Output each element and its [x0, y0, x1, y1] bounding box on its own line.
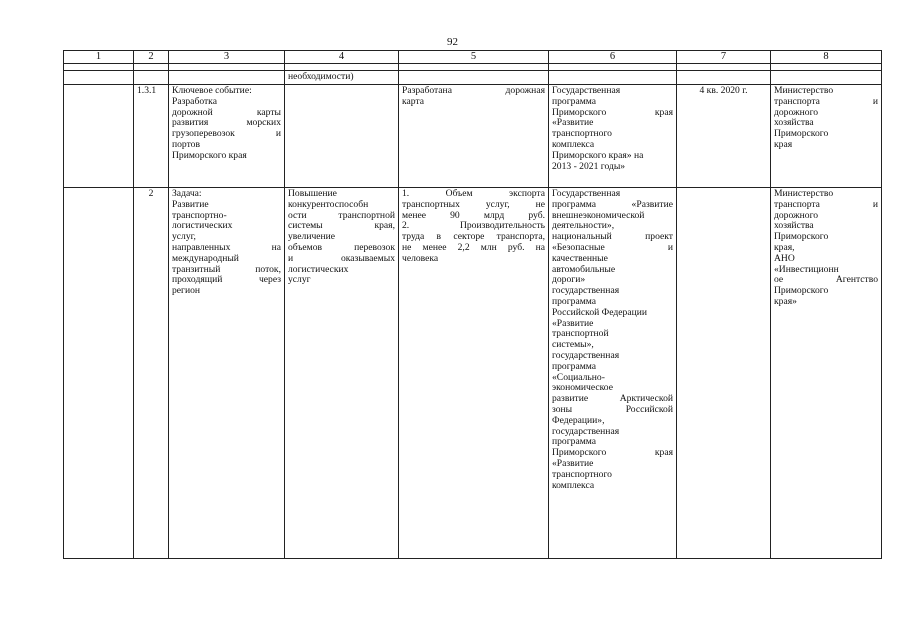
- table-row: [64, 85, 882, 188]
- event-cell: Ключевое событие: Разработка дорожной карты развития морских грузоперевозок и портов Приморского края: [169, 85, 285, 188]
- column-header: 3: [169, 51, 285, 64]
- column-header: 4: [285, 51, 399, 64]
- responsible-cell: Министерство транспорта и дорожного хозяйства Приморского края, АНО «Инвестиционн ое Агентство Приморского края»: [771, 188, 882, 559]
- deadline-cell: [677, 188, 771, 559]
- goal-cell: Повышение конкурентоспособн ости транспортной системы края, увеличение объемов перевозок и оказываемых логистических услуг: [285, 188, 399, 559]
- table-header-row: [64, 51, 882, 64]
- spacer-row: [64, 64, 882, 71]
- row-number: 2: [134, 188, 169, 559]
- goal-cell: [285, 85, 399, 188]
- column-header: 1: [64, 51, 134, 64]
- result-cell: Разработана дорожная карта: [399, 85, 549, 188]
- column-header: 2: [134, 51, 169, 64]
- continuation-text: необходимости): [285, 71, 399, 85]
- plan-table: [63, 50, 882, 559]
- program-cell: Государственная программа Приморского края «Развитие транспортного комплекса Приморского края» на 2013 - 2021 годы»: [549, 85, 677, 188]
- column-header: 6: [549, 51, 677, 64]
- column-header: 7: [677, 51, 771, 64]
- deadline-cell: 4 кв. 2020 г.: [677, 85, 771, 188]
- column-header: 8: [771, 51, 882, 64]
- table-row: [64, 188, 882, 559]
- column-header: 5: [399, 51, 549, 64]
- page-number: 92: [447, 36, 458, 48]
- indicators-cell: 1. Объем экспорта транспортных услуг, не менее 90 млрд руб. 2. Производительность труда в секторе транспорта, не менее 2,2 млн руб. на человека: [399, 188, 549, 559]
- program-cell: Государственная программа «Развитие внешнеэкономической деятельности», национальный проект «Безопасные и качественные автомобильные дороги» государственная программа Российской Федерации «Развитие транспортной системы», государственная программа «Социально- экономическое развитие Арктической зоны Российской Федерации», государственная программа Приморского края «Развитие транспортного комплекса: [549, 188, 677, 559]
- row-number: 1.3.1: [134, 85, 169, 188]
- responsible-cell: Министерство транспорта и дорожного хозяйства Приморского края: [771, 85, 882, 188]
- continuation-row: [64, 71, 882, 85]
- task-cell: Задача: Развитие транспортно- логистических услуг, направленных на международный транзитный поток, проходящий через регион: [169, 188, 285, 559]
